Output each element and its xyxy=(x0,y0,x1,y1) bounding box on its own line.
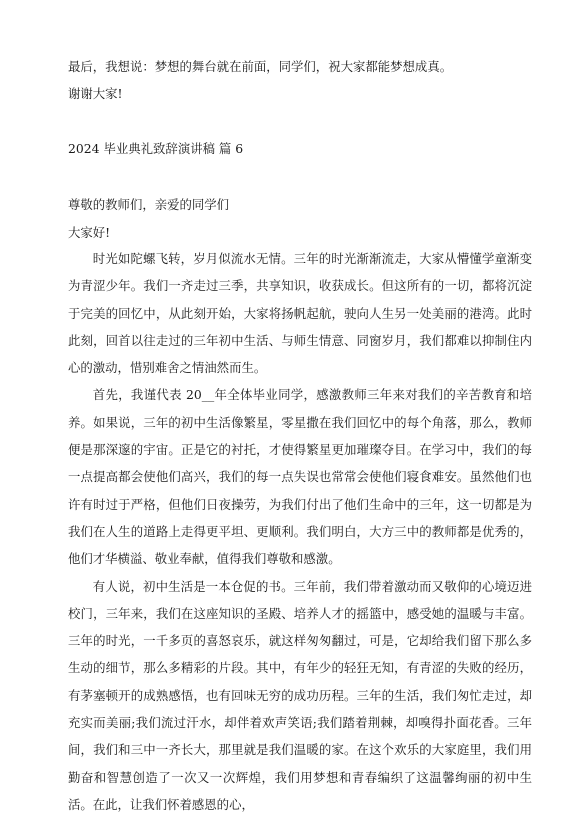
closing-line: 最后，我想说：梦想的舞台就在前面，同学们，祝大家都能梦想成真。 xyxy=(68,59,453,74)
greeting: 大家好! xyxy=(68,225,111,240)
body-paragraph-1: 时光如陀螺飞转，岁月似流水无情。三年的时光渐渐流走，大家从懵懂学童渐变为青涩少年。我们一齐走过三季，共享知识，收获成长。但这所有的一切，都将沉淀于完美的回忆中，从此刻开始，大家将扬帆起航，驶向人生另一处美丽的港湾。此时此刻，回首以往走过的三年初中生活、与师生情意、同窗岁月，我们都难以抑制住内心的激动，惜别难舍之情油然而生。 xyxy=(68,251,532,376)
section-title: 2024 毕业典礼致辞演讲稿 篇 6 xyxy=(68,141,244,156)
body-paragraph-2: 首先，我谨代表 20__年全体毕业同学，感激教师三年来对我们的辛苦教育和培养。如果说，三年的初中生活像繁星，零星撒在我们回忆中的每个角落，那么，教师便是那深邃的宇宙。正是它的衬托，才使得繁星更加璀璨夺目。在学习中，我们的每一点提高都会使他们高兴，我们的每一点失误也常常会使他们寝食难安。虽然他们也许有时过于严格，但他们日夜操劳，为我们付出了他们生命中的三年，这一切都是为我们在人生的道路上走得更平坦、更顺利。我们明白，大方三中的教师都是优秀的，他们才华横溢、敬业奉献，值得我们尊敬和感激。 xyxy=(68,387,532,567)
salutation: 尊敬的教师们，亲爱的同学们 xyxy=(68,197,230,212)
body-paragraph-3: 有人说，初中生活是一本仓促的书。三年前，我们带着激动而又敬仰的心境迈进校门，三年来，我们在这座知识的圣殿、培养人才的摇篮中，感受她的温暖与丰富。三年的时光，一千多页的喜怒哀乐，就这样匆匆翻过，可是，它却给我们留下那么多生动的细节，那么多精彩的片段。其中，有年少的轻狂无知，有青涩的失败的经历，有茅塞顿开的成熟感悟，也有回味无穷的成功历程。三年的生活，我们匆忙走过，却充实而美丽;我们流过汗水，却伴着欢声笑语;我们踏着荆棘，却嗅得扑面花香。三年间，我们和三中一齐长大，那里就是我们温暖的家。在这个欢乐的大家庭里，我们用勤奋和智慧创造了一次又一次辉煌，我们用梦想和青春编织了这温馨绚丽的初中生活。在此，让我们怀着感恩的心， xyxy=(68,578,532,812)
thanks-line: 谢谢大家! xyxy=(68,86,123,101)
